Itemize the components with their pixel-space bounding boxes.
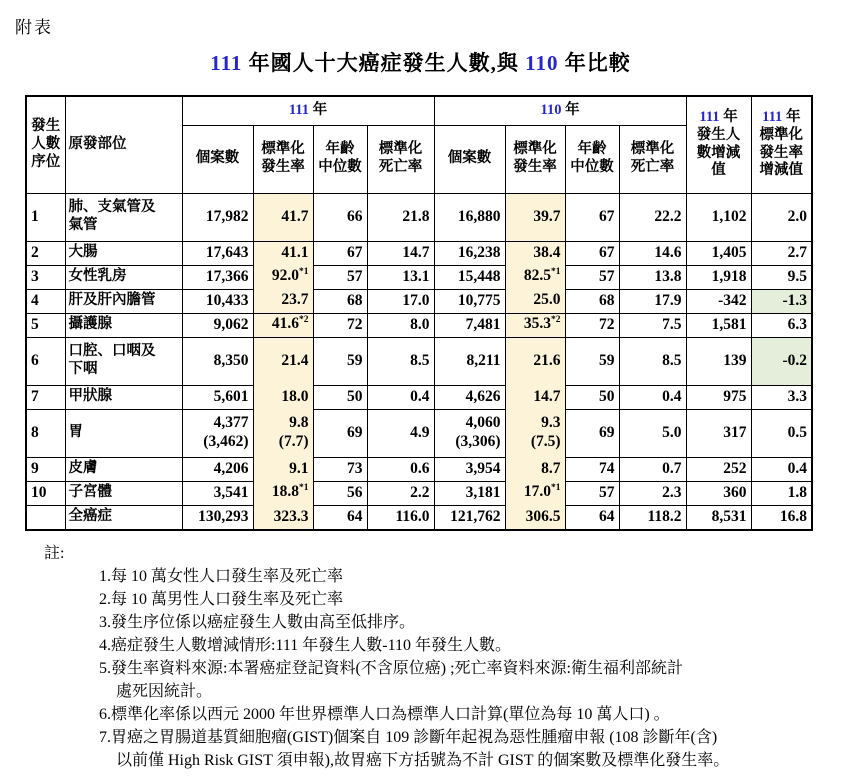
footnote-marker: *1 <box>299 483 309 494</box>
table-row <box>26 241 812 265</box>
mortality-rate-110-cell: 0.4 <box>619 385 686 409</box>
rank-cell: 9 <box>26 457 65 481</box>
header-110-num: 110 <box>540 101 562 118</box>
delta-cases-cell: 1,405 <box>686 241 751 265</box>
page-title <box>0 47 841 77</box>
rate-value-excl-gist: (7.5) <box>530 433 561 450</box>
rank-cell: 10 <box>26 481 65 505</box>
note-item <box>99 657 841 703</box>
header-delta-cases <box>686 96 751 193</box>
cases-111-cell: 9,062 <box>182 313 253 337</box>
delta-rate-cell: 0.5 <box>751 409 812 457</box>
mortality-rate-111-cell: 116.0 <box>367 505 434 530</box>
rate-value: 18.8 <box>271 483 299 501</box>
delta-cases-cell: 360 <box>686 481 751 505</box>
header-rank <box>26 96 65 193</box>
rank-cell: 2 <box>26 241 65 265</box>
mortality-rate-110-cell: 7.5 <box>619 313 686 337</box>
incidence-rate-111-cell: 21.4 <box>253 337 313 385</box>
delta-cases-cell: 1,918 <box>686 265 751 289</box>
incidence-rate-111-cell <box>253 265 313 289</box>
incidence-rate-111-cell: 41.1 <box>253 241 313 265</box>
header-rank-line: 發生 <box>31 118 61 135</box>
incidence-rate-111-cell <box>253 409 313 457</box>
header-group-row <box>26 96 812 125</box>
incidence-rate-110-cell <box>505 265 565 289</box>
cases-111-cell: 3,541 <box>182 481 253 505</box>
delta-cases-cell: 1,102 <box>686 193 751 241</box>
site-line: 氣管 <box>68 217 98 233</box>
cases-110-cell: 16,238 <box>434 241 505 265</box>
header-line: 死亡率 <box>378 159 423 175</box>
incidence-rate-110-cell: 14.7 <box>505 385 565 409</box>
site-cell: 子宮體 <box>65 481 182 505</box>
median-age-111-cell: 73 <box>313 457 367 481</box>
mortality-rate-110-cell: 0.7 <box>619 457 686 481</box>
cases-value-excl-gist: (3,462) <box>203 433 249 450</box>
header-delta-cases-line: 發生人 <box>696 127 741 144</box>
median-age-111-cell: 68 <box>313 289 367 313</box>
delta-cases-cell: 139 <box>686 337 751 385</box>
note-item: 1.每 10 萬女性人口發生率及死亡率 <box>99 568 344 585</box>
mortality-rate-110-cell: 22.2 <box>619 193 686 241</box>
notes-list <box>99 565 841 772</box>
note-line: 以前僅 High Risk GIST 須申報),故胃癌下方括號為不計 GIST 的個案數及標準化發生率。 <box>116 752 730 769</box>
incidence-rate-111-cell <box>253 313 313 337</box>
header-group-110 <box>434 96 686 125</box>
rank-cell: 1 <box>26 193 65 241</box>
incidence-rate-110-cell <box>505 313 565 337</box>
median-age-110-cell: 72 <box>565 313 619 337</box>
incidence-rate-110-cell: 38.4 <box>505 241 565 265</box>
site-cell: 皮膚 <box>65 457 182 481</box>
cases-110-cell: 7,481 <box>434 313 505 337</box>
header-111-num: 111 <box>699 109 720 126</box>
median-age-111-cell: 59 <box>313 337 367 385</box>
header-primary-site: 原發部位 <box>65 96 182 193</box>
title-text-tail: 年比較 <box>558 51 631 75</box>
incidence-rate-110-cell <box>505 481 565 505</box>
mortality-rate-110-cell: 17.9 <box>619 289 686 313</box>
header-rank-line: 人數 <box>31 135 61 152</box>
header-delta-rate-line: 增減值 <box>759 162 804 179</box>
table-row <box>26 409 812 457</box>
mortality-rate-111-cell: 0.4 <box>367 385 434 409</box>
footnote-marker: *1 <box>551 267 561 278</box>
note-item: 4.癌症發生人數增減情形:111 年發生人數-110 年發生人數。 <box>99 637 511 654</box>
note-line: 7.胃癌之胃腸道基質細胞瘤(GIST)個案自 109 診斷年起視為惡性腫瘤申報 (108 診斷年(含) <box>99 729 718 746</box>
mortality-rate-111-cell: 8.0 <box>367 313 434 337</box>
note-line: 5.發生率資料來源:本署癌症登記資料(不含原位癌) ;死亡率資料來源:衛生福利部統計 <box>99 660 683 677</box>
footnotes <box>44 542 841 772</box>
header-delta-rate-line: 標準化 <box>759 127 804 144</box>
delta-rate-cell: 6.3 <box>751 313 812 337</box>
delta-rate-cell: 2.7 <box>751 241 812 265</box>
incidence-rate-110-cell: 21.6 <box>505 337 565 385</box>
note-line: 處死因統計。 <box>116 683 213 700</box>
median-age-111-cell: 66 <box>313 193 367 241</box>
median-age-111-cell: 72 <box>313 313 367 337</box>
header-line: 年齡 <box>577 141 607 158</box>
cases-110-cell: 8,211 <box>434 337 505 385</box>
table-row <box>26 385 812 409</box>
header-line: 發生率 <box>513 159 557 175</box>
delta-rate-cell: 3.3 <box>751 385 812 409</box>
median-age-110-cell: 69 <box>565 409 619 457</box>
header-incidence-rate-110 <box>505 125 565 193</box>
delta-cases-cell: 8,531 <box>686 505 751 530</box>
rate-value: 35.3 <box>523 315 552 333</box>
site-cell: 胃 <box>65 409 182 457</box>
site-cell: 女性乳房 <box>65 265 182 289</box>
median-age-110-cell: 67 <box>565 241 619 265</box>
site-line: 口腔、口咽及 <box>68 343 156 360</box>
cases-111-cell: 17,643 <box>182 241 253 265</box>
median-age-110-cell: 67 <box>565 193 619 241</box>
header-delta-cases-line: 數增減 <box>696 144 741 161</box>
site-cell: 攝護腺 <box>65 313 182 337</box>
delta-cases-cell: 975 <box>686 385 751 409</box>
header-110-suffix: 年 <box>561 101 580 118</box>
site-line: 肺、支氣管及 <box>68 199 156 216</box>
table-row <box>26 313 812 337</box>
header-median-age-110 <box>565 125 619 193</box>
incidence-rate-111-cell <box>253 481 313 505</box>
mortality-rate-110-cell: 5.0 <box>619 409 686 457</box>
incidence-rate-111-cell: 18.0 <box>253 385 313 409</box>
site-cell: 大腸 <box>65 241 182 265</box>
header-rank-line: 序位 <box>31 153 61 170</box>
cases-111-cell: 17,982 <box>182 193 253 241</box>
rate-value: 17.0 <box>523 483 552 501</box>
cancer-incidence-table <box>25 95 813 531</box>
cases-111-cell: 5,601 <box>182 385 253 409</box>
header-line: 年齡 <box>325 141 355 158</box>
incidence-rate-110-cell: 39.7 <box>505 193 565 241</box>
header-111-suffix: 年 <box>309 101 328 118</box>
note-item: 3.發生序位係以癌症發生人數由高至低排序。 <box>99 614 416 631</box>
delta-rate-cell: 1.8 <box>751 481 812 505</box>
median-age-110-cell: 64 <box>565 505 619 530</box>
mortality-rate-110-cell: 2.3 <box>619 481 686 505</box>
notes-label: 註: <box>44 545 65 562</box>
mortality-rate-111-cell: 17.0 <box>367 289 434 313</box>
footnote-marker: *2 <box>299 315 309 326</box>
footnote-marker: *2 <box>551 315 561 326</box>
incidence-rate-110-cell: 8.7 <box>505 457 565 481</box>
site-cell <box>65 337 182 385</box>
cases-110-cell: 15,448 <box>434 265 505 289</box>
cases-111-cell: 17,366 <box>182 265 253 289</box>
cases-value-excl-gist: (3,306) <box>455 433 501 450</box>
table-row <box>26 337 812 385</box>
header-line: 中位數 <box>570 159 614 175</box>
rank-cell: 4 <box>26 289 65 313</box>
mortality-rate-111-cell: 14.7 <box>367 241 434 265</box>
header-mortality-rate-111 <box>367 125 434 193</box>
site-cell: 全癌症 <box>65 505 182 530</box>
header-year-suffix: 年 <box>782 109 801 126</box>
cases-111-cell: 10,433 <box>182 289 253 313</box>
note-item: 2.每 10 萬男性人口發生率及死亡率 <box>99 591 344 608</box>
mortality-rate-111-cell: 13.1 <box>367 265 434 289</box>
footnote-marker: *1 <box>551 483 561 494</box>
header-111-num: 111 <box>288 101 310 118</box>
median-age-111-cell: 50 <box>313 385 367 409</box>
cases-value: 4,377 <box>213 414 249 432</box>
mortality-rate-111-cell: 2.2 <box>367 481 434 505</box>
cases-111-cell: 130,293 <box>182 505 253 530</box>
header-delta-rate <box>751 96 812 193</box>
delta-cases-cell: -342 <box>686 289 751 313</box>
header-cases-110: 個案數 <box>434 125 505 193</box>
header-mortality-rate-110 <box>619 125 686 193</box>
header-delta-cases-line: 值 <box>711 162 726 179</box>
rank-cell <box>26 505 65 530</box>
median-age-110-cell: 57 <box>565 481 619 505</box>
cases-value: 4,060 <box>465 414 501 432</box>
mortality-rate-111-cell: 4.9 <box>367 409 434 457</box>
header-line: 發生率 <box>261 159 305 175</box>
incidence-rate-111-cell: 9.1 <box>253 457 313 481</box>
cases-110-cell: 121,762 <box>434 505 505 530</box>
site-line: 下咽 <box>68 361 98 377</box>
header-delta-rate-line: 發生率 <box>759 144 804 161</box>
cases-110-cell: 4,626 <box>434 385 505 409</box>
rate-value: 92.0 <box>271 267 299 285</box>
table-row <box>26 289 812 313</box>
table-row <box>26 457 812 481</box>
delta-rate-cell: 16.8 <box>751 505 812 530</box>
mortality-rate-110-cell: 118.2 <box>619 505 686 530</box>
delta-rate-cell: 9.5 <box>751 265 812 289</box>
title-year-111: 111 <box>210 51 243 75</box>
rank-cell: 8 <box>26 409 65 457</box>
total-row <box>26 505 812 530</box>
rate-value: 82.5 <box>523 267 552 285</box>
delta-cases-cell: 1,581 <box>686 313 751 337</box>
header-line: 標準化 <box>378 141 423 158</box>
header-incidence-rate-111 <box>253 125 313 193</box>
header-group-111 <box>182 96 434 125</box>
title-year-110: 110 <box>525 51 559 75</box>
site-cell: 甲狀腺 <box>65 385 182 409</box>
table-row <box>26 193 812 241</box>
rank-cell: 7 <box>26 385 65 409</box>
cases-110-cell: 10,775 <box>434 289 505 313</box>
incidence-rate-110-cell: 25.0 <box>505 289 565 313</box>
delta-cases-cell: 317 <box>686 409 751 457</box>
cases-111-cell: 4,206 <box>182 457 253 481</box>
footnote-marker: *1 <box>299 267 309 278</box>
rate-value: 41.6 <box>271 315 299 333</box>
cases-110-cell: 3,181 <box>434 481 505 505</box>
delta-rate-cell: 2.0 <box>751 193 812 241</box>
median-age-110-cell: 59 <box>565 337 619 385</box>
mortality-rate-110-cell: 13.8 <box>619 265 686 289</box>
rank-cell: 6 <box>26 337 65 385</box>
header-delta-cases-year <box>687 109 751 127</box>
site-cell <box>65 193 182 241</box>
header-line: 標準化 <box>261 141 305 158</box>
note-item <box>99 726 841 772</box>
rank-cell: 5 <box>26 313 65 337</box>
note-item: 6.標準化率係以西元 2000 年世界標準人口為標準人口計算(單位為每 10 萬人口) 。 <box>99 706 670 723</box>
header-median-age-111 <box>313 125 367 193</box>
mortality-rate-111-cell: 0.6 <box>367 457 434 481</box>
table-row <box>26 265 812 289</box>
header-111-num: 111 <box>762 109 783 126</box>
header-cases-111: 個案數 <box>182 125 253 193</box>
delta-rate-cell: 0.4 <box>751 457 812 481</box>
header-year-suffix: 年 <box>719 109 738 126</box>
median-age-110-cell: 74 <box>565 457 619 481</box>
mortality-rate-110-cell: 8.5 <box>619 337 686 385</box>
incidence-rate-111-cell: 323.3 <box>253 505 313 530</box>
cases-110-cell: 3,954 <box>434 457 505 481</box>
rate-value: 9.3 <box>541 414 561 432</box>
median-age-111-cell: 69 <box>313 409 367 457</box>
header-line: 中位數 <box>318 159 362 175</box>
incidence-rate-111-cell: 41.7 <box>253 193 313 241</box>
median-age-111-cell: 56 <box>313 481 367 505</box>
header-delta-rate-year <box>752 109 812 127</box>
incidence-rate-111-cell: 23.7 <box>253 289 313 313</box>
header-line: 標準化 <box>630 141 675 158</box>
table-row <box>26 481 812 505</box>
delta-rate-cell: -0.2 <box>751 337 812 385</box>
header-line: 死亡率 <box>630 159 675 175</box>
mortality-rate-110-cell: 14.6 <box>619 241 686 265</box>
median-age-111-cell: 57 <box>313 265 367 289</box>
cases-111-cell: 8,350 <box>182 337 253 385</box>
delta-cases-cell: 252 <box>686 457 751 481</box>
incidence-rate-110-cell <box>505 409 565 457</box>
cases-110-cell: 16,880 <box>434 193 505 241</box>
median-age-110-cell: 68 <box>565 289 619 313</box>
median-age-110-cell: 50 <box>565 385 619 409</box>
median-age-111-cell: 64 <box>313 505 367 530</box>
cases-111-cell <box>182 409 253 457</box>
cases-110-cell <box>434 409 505 457</box>
header-line: 標準化 <box>513 141 557 158</box>
rate-value: 9.8 <box>289 414 309 432</box>
appendix-label: 附表 <box>15 18 53 37</box>
median-age-110-cell: 57 <box>565 265 619 289</box>
median-age-111-cell: 67 <box>313 241 367 265</box>
title-text: 年國人十大癌症發生人數,與 <box>242 51 526 75</box>
rate-value-excl-gist: (7.7) <box>278 433 309 450</box>
mortality-rate-111-cell: 8.5 <box>367 337 434 385</box>
mortality-rate-111-cell: 21.8 <box>367 193 434 241</box>
rank-cell: 3 <box>26 265 65 289</box>
site-cell: 肝及肝內膽管 <box>65 289 182 313</box>
delta-rate-cell: -1.3 <box>751 289 812 313</box>
incidence-rate-110-cell: 306.5 <box>505 505 565 530</box>
